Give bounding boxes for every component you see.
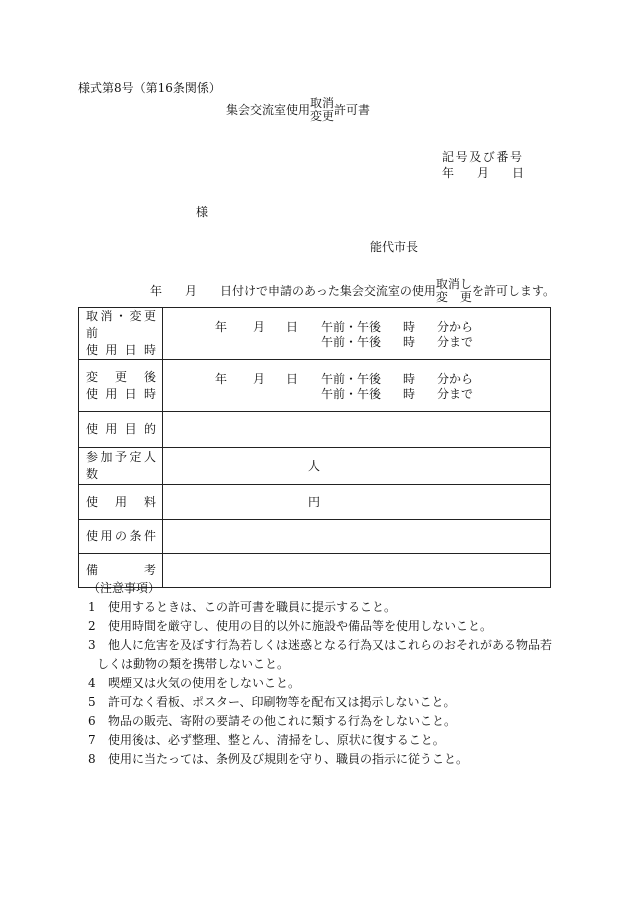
addressee-honorific: 様 bbox=[196, 205, 209, 219]
statement-choice-top: 取消し bbox=[435, 277, 472, 291]
minute-end: 分まで bbox=[437, 334, 474, 349]
label-text: 使用の条件 bbox=[86, 529, 156, 543]
hour-start: 時 bbox=[403, 372, 416, 386]
document-title bbox=[226, 97, 370, 122]
record-number-label: 記号及び番号 bbox=[442, 150, 522, 164]
hour-end: 時 bbox=[403, 387, 416, 401]
value-attendees[interactable] bbox=[163, 448, 551, 485]
row-attendees bbox=[79, 448, 551, 485]
issue-date-month: 月 bbox=[477, 166, 490, 180]
minute-end: 分まで bbox=[437, 387, 474, 401]
label-fee bbox=[79, 485, 163, 520]
notes-heading: （注意事項） bbox=[88, 581, 161, 595]
issuer-name: 能代市長 bbox=[370, 240, 419, 254]
statement-choice bbox=[436, 278, 472, 303]
value-fee[interactable] bbox=[163, 485, 551, 520]
title-choice-bottom: 変更 bbox=[310, 108, 335, 123]
notes-section bbox=[88, 579, 568, 769]
month-unit: 月 bbox=[253, 372, 266, 386]
minute-start: 分から bbox=[437, 319, 474, 334]
yen-unit: 円 bbox=[308, 495, 321, 509]
statement-end: を許可します。 bbox=[471, 283, 555, 298]
row-purpose bbox=[79, 412, 551, 448]
note-item bbox=[88, 674, 568, 693]
issue-date-day: 日 bbox=[512, 166, 525, 180]
row-before-change-datetime bbox=[79, 308, 551, 360]
row-fee bbox=[79, 485, 551, 520]
hour-start: 時 bbox=[403, 319, 416, 334]
row-after-change-datetime bbox=[79, 360, 551, 412]
note-number: 8 bbox=[88, 752, 96, 766]
form-number: 様式第8号（第16条関係） bbox=[78, 81, 221, 95]
statement-choice-bottom: 変 更 bbox=[435, 289, 472, 304]
label-text: 使用料 bbox=[86, 494, 156, 509]
value-purpose[interactable] bbox=[163, 412, 551, 448]
note-number: 6 bbox=[88, 714, 96, 728]
note-number: 4 bbox=[88, 676, 96, 690]
note-text: 他人に危害を及ぼす行為若しくは迷惑となる行為又はこれらのおそれがある物品若 bbox=[108, 638, 553, 652]
value-after-change-datetime[interactable] bbox=[163, 360, 551, 412]
label-attendees bbox=[79, 448, 163, 485]
note-item bbox=[88, 598, 568, 617]
note-number: 2 bbox=[88, 619, 96, 633]
label-conditions bbox=[79, 520, 163, 554]
label-text: 使用目的 bbox=[86, 422, 156, 436]
note-text: 使用に当たっては、条例及び規則を守り、職員の指示に従うこと。 bbox=[108, 752, 469, 766]
value-before-change-datetime[interactable] bbox=[163, 308, 551, 360]
ampm-end: 午前・午後 bbox=[321, 334, 382, 349]
note-item bbox=[88, 750, 568, 769]
year-unit: 年 bbox=[215, 372, 228, 386]
ampm-end: 午前・午後 bbox=[321, 387, 382, 401]
issue-date-year: 年 bbox=[442, 166, 455, 180]
statement-year: 年 bbox=[150, 284, 163, 298]
permit-table bbox=[78, 307, 551, 588]
note-number: 3 bbox=[88, 638, 96, 652]
note-text: 使用するときは、この許可書を職員に提示すること。 bbox=[108, 600, 397, 614]
day-unit: 日 bbox=[286, 319, 299, 334]
title-choice-top: 取消 bbox=[310, 96, 335, 110]
note-number: 1 bbox=[88, 600, 96, 614]
hour-end: 時 bbox=[403, 334, 416, 349]
label-line2: 使用日時 bbox=[86, 343, 156, 357]
ampm-start: 午前・午後 bbox=[321, 319, 382, 334]
statement-body bbox=[220, 278, 555, 303]
note-text: 使用後は、必ず整理、整とん、清掃をし、原状に復すること。 bbox=[108, 733, 445, 747]
year-unit: 年 bbox=[215, 319, 228, 334]
label-line2: 使用日時 bbox=[86, 386, 156, 401]
month-unit: 月 bbox=[253, 319, 266, 334]
note-text: 喫煙又は火気の使用をしないこと。 bbox=[108, 676, 301, 690]
note-number: 5 bbox=[88, 695, 96, 709]
title-prefix: 集会交流室使用 bbox=[226, 102, 311, 117]
label-text: 参加予定人数 bbox=[86, 450, 156, 481]
note-item-continuation: しくは動物の類を携帯しないこと。 bbox=[97, 657, 290, 671]
row-conditions bbox=[79, 520, 551, 554]
label-line1: 取消・変更前 bbox=[86, 309, 156, 340]
label-purpose bbox=[79, 412, 163, 448]
note-text: 使用時間を厳守し、使用の目的以外に施設や備品等を使用しないこと。 bbox=[108, 619, 493, 633]
value-conditions[interactable] bbox=[163, 520, 551, 554]
note-item bbox=[88, 636, 568, 655]
label-text: 備考 bbox=[86, 563, 156, 577]
note-item bbox=[88, 693, 568, 712]
label-line1: 変更後 bbox=[86, 369, 156, 384]
note-text: 物品の販売、寄附の要請その他これに類する行為をしないこと。 bbox=[108, 714, 457, 728]
label-after-change-datetime bbox=[79, 360, 163, 412]
note-number: 7 bbox=[88, 733, 96, 747]
ampm-start: 午前・午後 bbox=[321, 372, 382, 386]
day-unit: 日 bbox=[286, 372, 299, 386]
statement-month: 月 bbox=[185, 284, 198, 298]
statement-middle: 日付けで申請のあった集会交流室の使用 bbox=[220, 283, 436, 298]
note-item bbox=[88, 617, 568, 636]
title-suffix: 許可書 bbox=[334, 102, 371, 117]
title-choice bbox=[310, 97, 334, 122]
minute-start: 分から bbox=[437, 372, 474, 386]
note-item bbox=[88, 731, 568, 750]
note-item bbox=[88, 712, 568, 731]
people-unit: 人 bbox=[308, 459, 321, 473]
label-before-change-datetime bbox=[79, 308, 163, 360]
note-text: 許可なく看板、ポスター、印刷物等を配布又は掲示しないこと。 bbox=[108, 695, 456, 709]
